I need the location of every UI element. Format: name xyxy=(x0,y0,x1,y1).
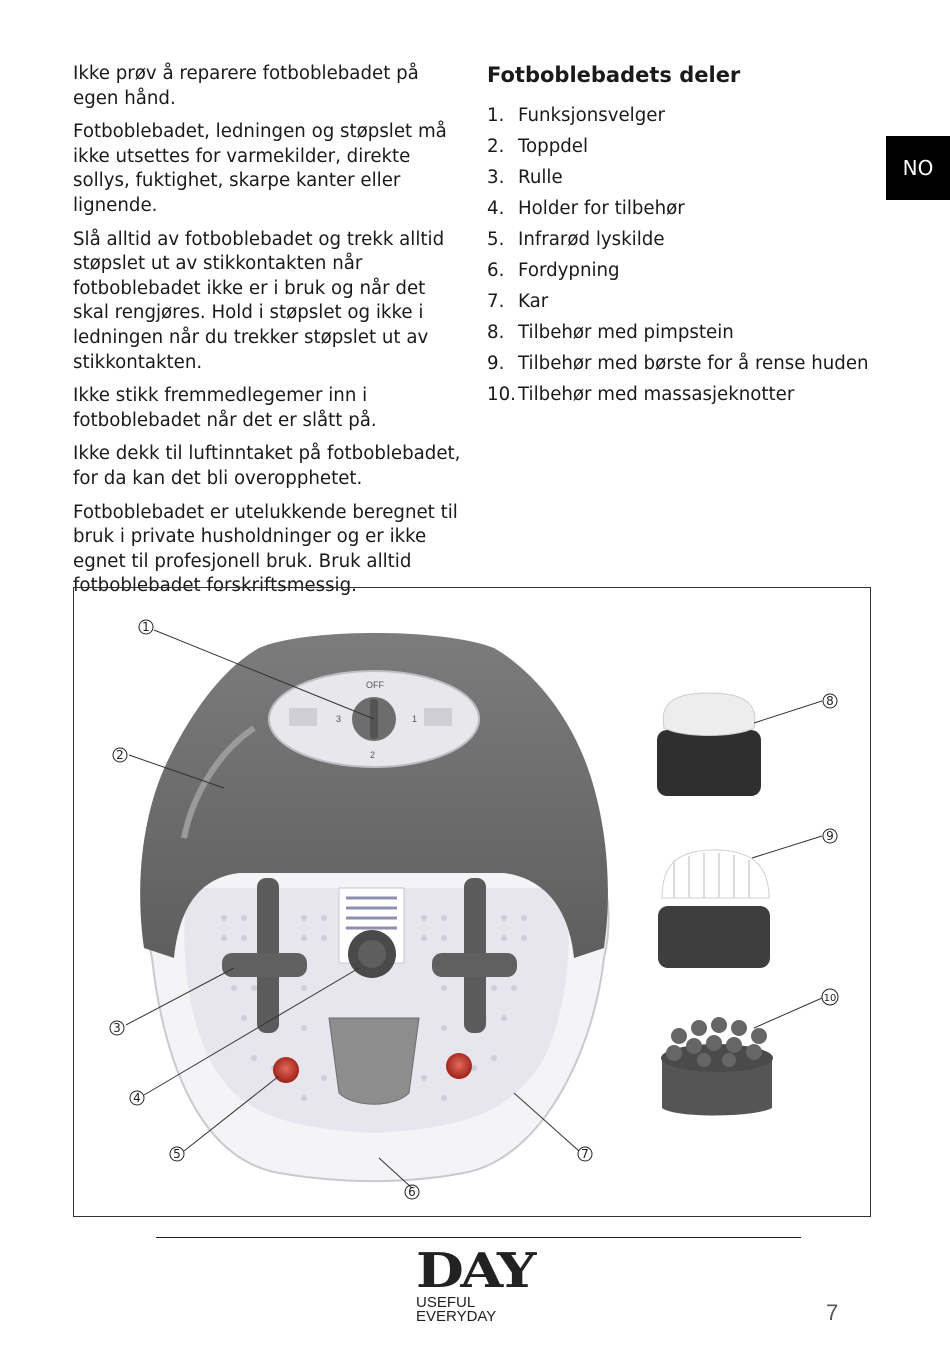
item-label: Rulle xyxy=(518,167,563,188)
footer-divider xyxy=(156,1237,801,1238)
safety-text-column xyxy=(73,62,463,608)
item-label: Infrarød lyskilde xyxy=(518,229,665,250)
logo-mark: DAY xyxy=(416,1243,534,1299)
callout-8: 8 xyxy=(826,694,834,708)
pumice-accessory xyxy=(657,693,761,796)
list-item xyxy=(487,166,887,197)
item-label: Tilbehør med børste for å rense huden xyxy=(518,353,869,374)
infrared-light-left xyxy=(273,1057,299,1083)
dial-position-2: 2 xyxy=(370,750,376,760)
paragraph-foreign-objects: Ikke stikk fremmedlegemer inn i fotboblebadet når det er slått på. xyxy=(73,385,377,431)
dial-position-3: 3 xyxy=(336,714,342,724)
list-item xyxy=(487,352,887,383)
center-trough xyxy=(329,1018,419,1104)
mode-icons-left xyxy=(289,708,317,726)
item-number: 2. xyxy=(487,136,505,157)
callout-6: 6 xyxy=(408,1185,416,1199)
right-roller xyxy=(432,953,517,977)
item-number: 8. xyxy=(487,322,505,343)
dial-position-1: 1 xyxy=(412,714,418,724)
item-number: 7. xyxy=(487,291,505,312)
accessory-holder-core xyxy=(358,940,386,968)
brush-accessory xyxy=(658,850,770,968)
item-number: 3. xyxy=(487,167,505,188)
list-item xyxy=(487,259,887,290)
item-label: Toppdel xyxy=(518,136,589,157)
callout-1: 1 xyxy=(142,620,150,634)
logo-tagline-line-2: EVERYDAY xyxy=(416,1308,497,1325)
callout-7: 7 xyxy=(581,1147,589,1161)
item-label: Tilbehør med massasjeknotter xyxy=(518,384,795,405)
dial-off-label: OFF xyxy=(366,680,384,690)
item-number: 1. xyxy=(487,105,505,126)
list-item xyxy=(487,290,887,321)
item-number: 9. xyxy=(487,353,505,374)
parts-heading: Fotboblebadets deler xyxy=(487,63,741,87)
callout-9: 9 xyxy=(826,829,834,843)
item-label: Tilbehør med pimpstein xyxy=(518,322,734,343)
list-item xyxy=(487,228,887,259)
paragraph-repair: Ikke prøv å reparere fotboblebadet på egen hånd. xyxy=(73,63,419,109)
callout-2: 2 xyxy=(116,748,124,762)
list-item xyxy=(487,104,887,135)
item-number: 6. xyxy=(487,260,505,281)
logo-tagline-line-1: USEFUL xyxy=(416,1294,476,1311)
callout-10: 10 xyxy=(823,993,837,1004)
list-item xyxy=(487,135,887,166)
parts-list xyxy=(487,104,887,414)
list-item xyxy=(487,197,887,228)
item-number: 4. xyxy=(487,198,505,219)
item-number: 10. xyxy=(487,384,516,405)
paragraph-private-use: Fotboblebadet er utelukkende beregnet til bruk i private husholdninger og er ikke egnet til profesjonell bruk. Bruk alltid fotboblebadet forskriftsmessig. xyxy=(73,501,458,597)
paragraph-heat: Fotboblebadet, ledningen og støpslet må ikke utsettes for varmekilder, direkte sollys, fuktighet, skarpe kanter eller lignende. xyxy=(73,121,447,216)
list-item xyxy=(487,321,887,352)
paragraph-unplug: Slå alltid av fotboblebadet og trekk alltid støpslet ut av stikkontakten når fotboblebadet ikke er i bruk og når det skal rengjøres. Hold i støpslet og ikke i ledningen når du trekker støpslet ut av stikkontakten. xyxy=(73,228,445,373)
item-label: Fordypning xyxy=(518,260,620,281)
infrared-light-right xyxy=(446,1053,472,1079)
left-roller xyxy=(222,953,307,977)
language-tab: NO xyxy=(886,136,950,200)
item-label: Kar xyxy=(518,291,549,312)
list-item xyxy=(487,383,887,414)
page-number: 7 xyxy=(826,1300,839,1325)
massage-nub-accessory xyxy=(661,1017,773,1116)
parts-section xyxy=(487,62,887,414)
callout-5: 5 xyxy=(173,1147,181,1161)
paragraph-air-inlet: Ikke dekk til luftinntaket på fotboblebadet, for da kan det bli overopphetet. xyxy=(73,443,461,489)
foot-spa-illustration xyxy=(74,588,872,1218)
item-label: Holder for tilbehør xyxy=(518,198,685,219)
mode-icons-right xyxy=(424,708,452,726)
day-logo xyxy=(416,1243,536,1325)
product-figure xyxy=(73,587,871,1217)
item-number: 5. xyxy=(487,229,505,250)
item-label: Funksjonsvelger xyxy=(518,105,665,126)
callout-3: 3 xyxy=(113,1021,121,1035)
callout-4: 4 xyxy=(133,1091,141,1105)
